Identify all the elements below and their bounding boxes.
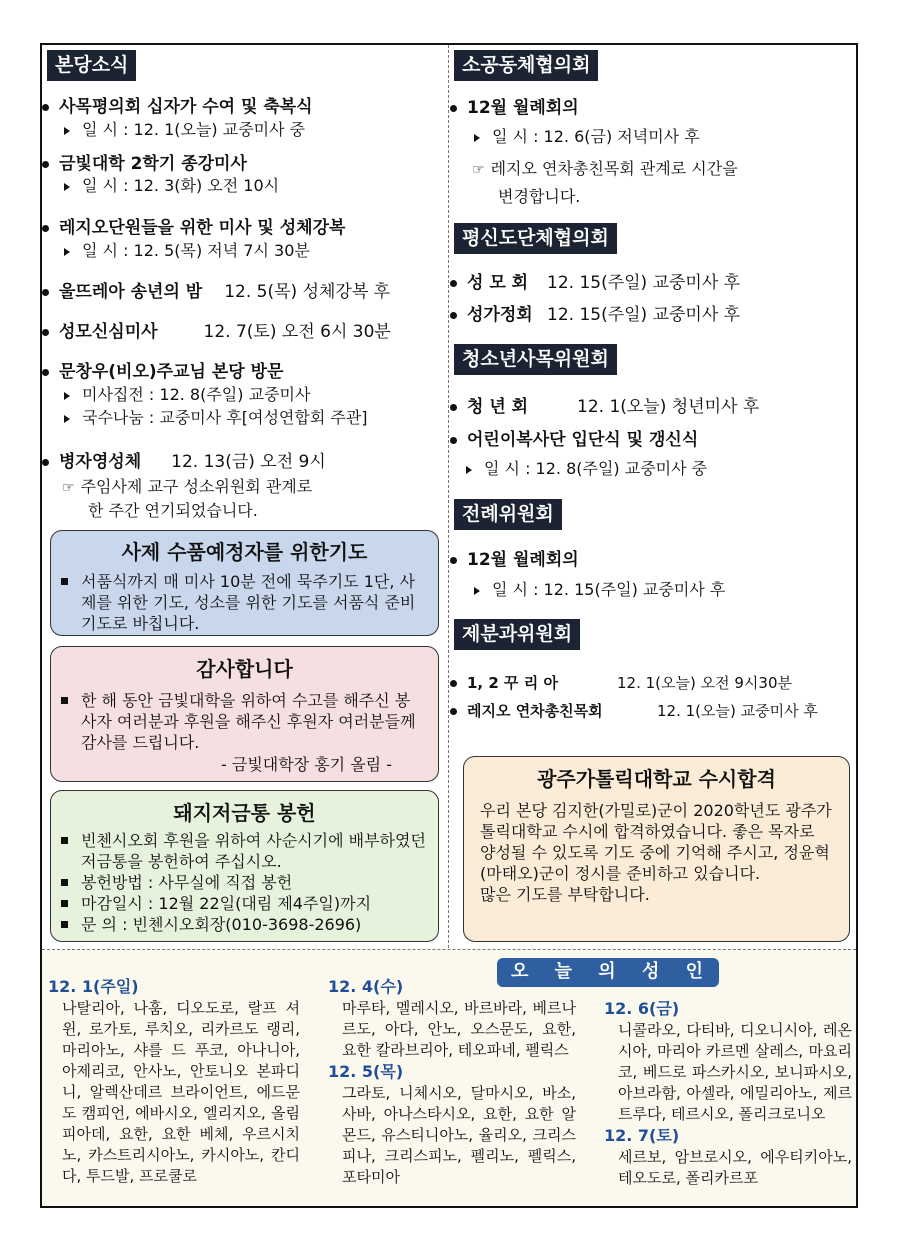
piggy-bank-box-title: 돼지저금통 봉헌 (173, 801, 316, 825)
bullet-icon (450, 280, 457, 287)
saint-names: 마루타, 멜레시오, 바르바라, 베르나르도, 아다, 안노, 오스문도, 요한, 요한 칼라브리아, 테오파네, 펠릭스 (342, 999, 576, 1059)
saint-date: 12. 1(주일) (48, 977, 139, 996)
saint-day (328, 976, 576, 1188)
saint-date: 12. 4(수) (328, 977, 404, 996)
liturgy-committee-header: 전례위원회 (454, 499, 562, 530)
admission-box (463, 756, 850, 942)
news-sub: 일 시 : 12. 5(목) 저녁 7시 30분 (64, 240, 310, 262)
piggy-bank-box (50, 790, 439, 942)
bullet-icon (42, 289, 49, 296)
prayer-box-text: 서품식까지 매 미사 10분 전에 묵주기도 1단, 사제를 위한 기도, 성소를 위한 기도를 서품식 준비기도로 바칩니다. (51, 571, 430, 634)
saint-names: 세르보, 암브로시오, 에우티키아노, 테오도로, 폴리카르포 (618, 1148, 852, 1187)
news-item: 병자영성체 12. 13(금) 오전 9시 (42, 451, 326, 473)
right-item: 성가정회 12. 15(주일) 교중미사 후 (450, 304, 740, 326)
saint-date: 12. 7(토) (604, 1126, 680, 1145)
right-sub: 일 시 : 12. 15(주일) 교중미사 후 (474, 579, 725, 601)
news-item: 레지오단원들을 위한 미사 및 성체강복 (42, 217, 345, 239)
bullet-icon (450, 105, 457, 112)
thanks-box-title: 감사합니다 (196, 657, 293, 681)
bullet-icon (450, 312, 457, 319)
news-sub: 국수나눔 : 교중미사 후[여성연합회 주관] (64, 407, 368, 429)
bullet-icon (42, 369, 49, 376)
triangle-icon (64, 415, 70, 423)
triangle-icon (64, 248, 70, 256)
piggy-bullet: 봉헌방법 : 사무실에 직접 봉헌 (51, 872, 428, 893)
bullet-icon (450, 557, 457, 564)
pointing-hand-icon: ☞ (62, 480, 75, 496)
right-item: 1, 2 꾸 리 아 12. 1(오늘) 오전 9시30분 (450, 672, 792, 694)
triangle-icon (474, 587, 480, 595)
saint-day (48, 976, 300, 1187)
saint-names: 나탈리아, 나훔, 디오도로, 랄프 셔윈, 로가토, 루치오, 리카르도 랭리, 마리아노, 샤를 드 푸코, 아나니아, 아제리코, 안사노, 안토니오 본파디니, 알렉산데르 브라이언트, 에드문도 캠피언, 에바시오, 엘리지오, 올림피아데, 요한, 요한 베체, 우르시치노, 카스트리시아노, 카시아노, 칸디다, 투드발, 프로쿨로 (62, 999, 300, 1185)
news-sub: 미사집전 : 12. 8(주일) 교중미사 (64, 384, 310, 406)
piggy-bullet: 빈첸시오회 후원을 위하여 사순시기에 배부하였던 저금통을 봉헌하여 주십시오. (51, 830, 428, 872)
triangle-icon (64, 127, 70, 135)
bullet-icon (450, 680, 457, 687)
right-sub: 일 시 : 12. 6(금) 저녁미사 후 (474, 126, 700, 148)
right-item: 어린이복사단 입단식 및 갱신식 (450, 429, 698, 451)
thanks-box (50, 646, 439, 782)
prayer-box (50, 530, 439, 636)
triangle-icon (64, 392, 70, 400)
triangle-icon (466, 466, 472, 474)
sub-committee-header: 제분과위원회 (454, 619, 580, 650)
news-note: 한 주간 연기되었습니다. (88, 501, 258, 520)
admission-box-text2: 많은 기도를 부탁합니다. (480, 885, 650, 904)
prayer-box-title: 사제 수품예정자를 위한기도 (121, 540, 368, 564)
thanks-box-signature: - 금빛대학장 홍기 올림 - (221, 755, 392, 774)
news-item: 금빛대학 2학기 종강미사 (42, 153, 247, 175)
right-note: ☞ 레지오 연차총친목회 관계로 시간을 (472, 159, 738, 178)
right-note: 변경합니다. (498, 187, 581, 206)
news-item: 울뜨레아 송년의 밤 12. 5(목) 성체강복 후 (42, 281, 390, 303)
right-item: 성 모 회 12. 15(주일) 교중미사 후 (450, 272, 740, 294)
saint-names: 니콜라오, 다티바, 디오니시아, 레온시아, 마리아 카르멘 살레스, 마요리코, 베드로 파스카시오, 보니파시오, 아브라함, 아셀라, 에밀리아노, 제르트루다, 테르시오, 폴리크로니오 (618, 1021, 852, 1123)
bullet-icon (42, 329, 49, 336)
admission-box-text: 우리 본당 김지한(가밀로)군이 2020학년도 광주가톨릭대학교 수시에 합격하였습니다. 좋은 목자로 양성될 수 있도록 기도 중에 기억해 주시고, 정윤혁(마태오)군이 정시를 준비하고 있습니다. (480, 801, 832, 883)
news-item: 문창우(비오)주교님 본당 방문 (42, 361, 283, 383)
news-item: 성모신심미사 12. 7(토) 오전 6시 30분 (42, 321, 391, 343)
youth-ministry-header: 청소년사목위원회 (454, 344, 617, 375)
pointing-hand-icon: ☞ (472, 162, 485, 178)
saint-names: 그라토, 니체시오, 달마시오, 바소, 사바, 아나스타시오, 요한, 요한 알몬드, 유스티니아노, 율리오, 크리스피나, 크리스피노, 펠리노, 펠릭스, 포타미아 (342, 1084, 576, 1186)
bullet-icon (42, 104, 49, 111)
piggy-bullet: 마감일시 : 12월 22일(대림 제4주일)까지 (51, 893, 428, 914)
small-community-header: 소공동체협의회 (454, 50, 598, 81)
saints-title: 오 늘 의 성 인 (497, 958, 719, 987)
right-item: 12월 월례회의 (450, 97, 579, 119)
bullet-icon (42, 225, 49, 232)
piggy-bullet: 문 의 : 빈첸시오회장(010-3698-2696) (51, 914, 428, 935)
right-item: 12월 월례회의 (450, 549, 579, 571)
news-item: 사목평의회 십자가 수여 및 축복식 (42, 96, 313, 118)
saint-day (604, 998, 852, 1189)
parish-news-header: 본당소식 (47, 50, 136, 81)
triangle-icon (474, 134, 480, 142)
news-note: ☞ 주임사제 교구 성소위원회 관계로 (62, 477, 313, 496)
admission-box-title: 광주가톨릭대학교 수시합격 (537, 767, 776, 791)
saint-date: 12. 5(목) (328, 1062, 404, 1081)
saint-date: 12. 6(금) (604, 999, 680, 1018)
right-item: 청 년 회 12. 1(오늘) 청년미사 후 (450, 396, 759, 418)
bullet-icon (450, 708, 457, 715)
bullet-icon (450, 437, 457, 444)
lay-association-header: 평신도단체협의회 (454, 223, 617, 254)
bullet-icon (42, 459, 49, 466)
triangle-icon (64, 183, 70, 191)
bullet-icon (450, 404, 457, 411)
thanks-box-text: 한 해 동안 금빛대학을 위하여 수고를 해주신 봉사자 여러분과 후원을 해주신 후원자 여러분들께 감사를 드립니다. (51, 690, 422, 753)
news-sub: 일 시 : 12. 1(오늘) 교중미사 중 (64, 119, 305, 141)
right-sub: 일 시 : 12. 8(주일) 교중미사 중 (466, 458, 707, 480)
news-sub: 일 시 : 12. 3(화) 오전 10시 (64, 175, 279, 197)
bullet-icon (42, 161, 49, 168)
right-item: 레지오 연차총친목회 12. 1(오늘) 교중미사 후 (450, 700, 818, 722)
column-divider (448, 45, 449, 948)
